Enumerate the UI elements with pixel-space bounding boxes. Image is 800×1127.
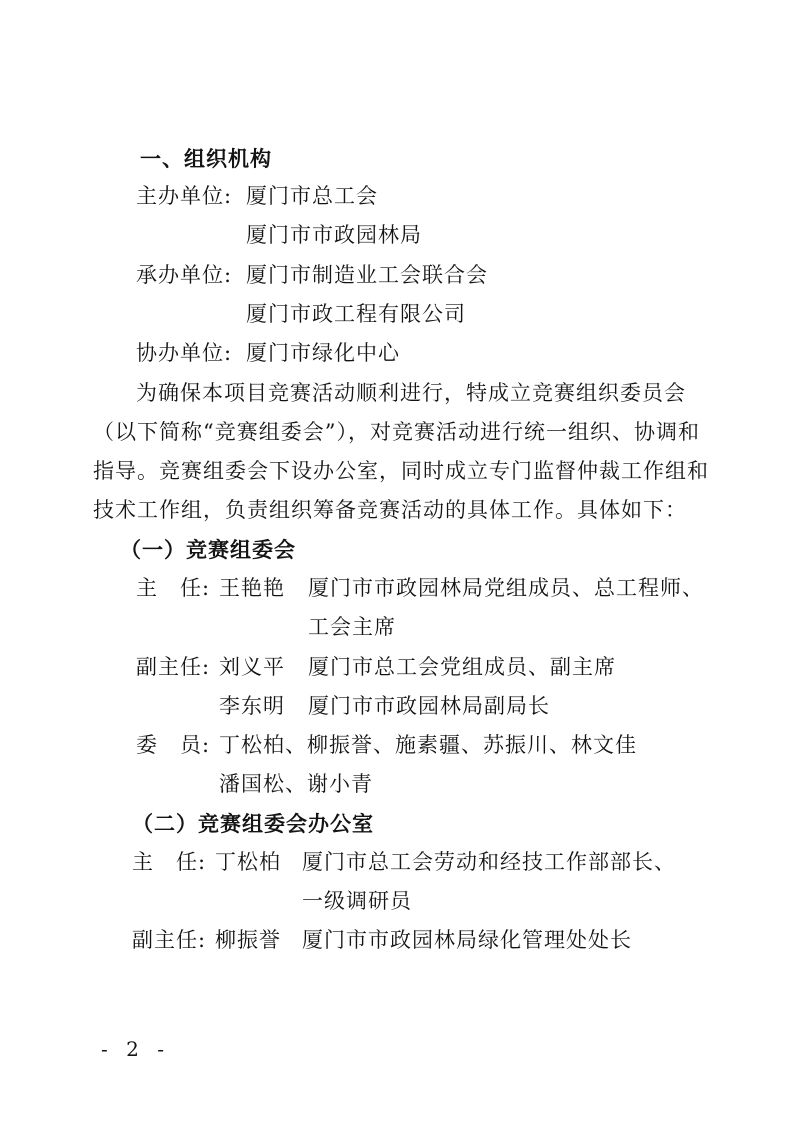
- committee-members-label: 委 员:: [136, 733, 211, 757]
- organizer-unit-1: 厦门市制造业工会联合会: [246, 263, 488, 287]
- paragraph-line: （以下简称“竞赛组委会”），对竞赛活动进行统一组织、协调和: [93, 420, 700, 444]
- office-heading: （二）竞赛组委会办公室: [132, 812, 374, 836]
- organizer-unit-2: 厦门市政工程有限公司: [246, 302, 466, 326]
- committee-director-title-cont: 工会主席: [308, 615, 396, 639]
- office-deputy-title: 厦门市市政园林局绿化管理处处长: [302, 928, 632, 952]
- organizer-label: 承办单位:: [136, 263, 233, 287]
- committee-deputy1-title: 厦门市总工会党组成员、副主席: [308, 655, 616, 679]
- committee-deputy2-title: 厦门市市政园林局副局长: [308, 694, 550, 718]
- section-heading-organization: 一、组织机构: [140, 147, 272, 171]
- committee-director-label: 主 任:: [136, 576, 211, 600]
- office-director-name: 丁松柏: [215, 850, 281, 874]
- committee-members-list: 丁松柏、柳振誉、施素疆、苏振川、林文佳: [219, 733, 637, 757]
- office-deputy-label: 副主任:: [132, 928, 207, 952]
- committee-deputy-label: 副主任:: [136, 655, 211, 679]
- office-deputy-name: 柳振誉: [215, 928, 281, 952]
- host-label: 主办单位:: [136, 184, 233, 208]
- committee-director-title: 厦门市市政园林局党组成员、总工程师、: [308, 576, 704, 600]
- committee-director-name: 王艳艳: [219, 576, 285, 600]
- office-director-label: 主 任:: [132, 850, 207, 874]
- paragraph-line: 技术工作组，负责组织筹备竞赛活动的具体工作。具体如下：: [93, 498, 687, 522]
- paragraph-line: 为确保本项目竞赛活动顺利进行，特成立竞赛组织委员会: [136, 381, 686, 405]
- committee-heading: （一）竞赛组委会: [120, 538, 296, 562]
- page-number: - 2 -: [101, 1037, 170, 1061]
- committee-members-list-cont: 潘国松、谢小青: [219, 772, 373, 796]
- host-unit-2: 厦门市市政园林局: [246, 223, 422, 247]
- coorganizer-unit-1: 厦门市绿化中心: [246, 341, 400, 365]
- office-director-title: 厦门市总工会劳动和经技工作部部长、: [302, 850, 676, 874]
- office-director-title-cont: 一级调研员: [302, 889, 412, 913]
- coorganizer-label: 协办单位:: [136, 341, 233, 365]
- committee-deputy2-name: 李东明: [219, 694, 285, 718]
- paragraph-line: 指导。竞赛组委会下设办公室，同时成立专门监督仲裁工作组和: [93, 459, 709, 483]
- host-unit-1: 厦门市总工会: [246, 184, 378, 208]
- committee-deputy1-name: 刘义平: [219, 655, 285, 679]
